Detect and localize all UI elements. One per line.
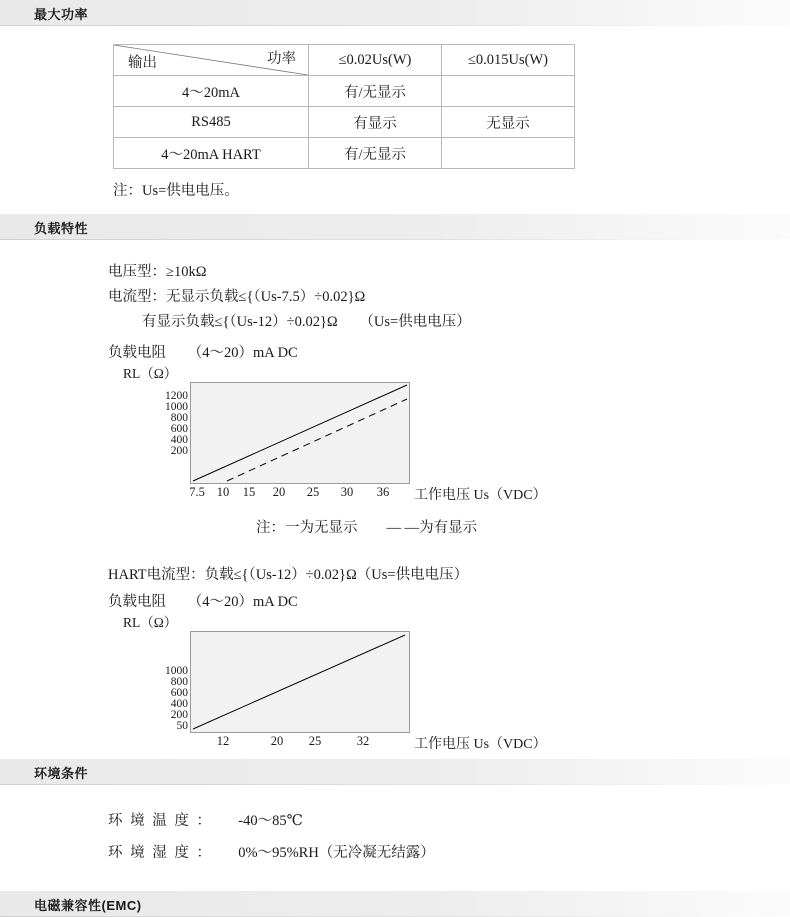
xtick: 36 [376, 485, 390, 499]
environment-block [0, 785, 790, 869]
ytick: 800 [170, 412, 188, 424]
chart-1-title: 负载电阻 （4～20）mA DC [108, 345, 298, 361]
xtick: 30 [340, 485, 354, 499]
chart-1-xlabel: 工作电压 Us（VDC） [414, 488, 547, 503]
ytick: 1000 [165, 401, 188, 413]
chart-1-series [191, 383, 409, 483]
chart-2-plot-area [165, 631, 547, 752]
xtick: 15 [242, 485, 256, 499]
ytick: 800 [170, 676, 188, 688]
chart-2-block [0, 584, 790, 752]
row-c2-0 [442, 76, 575, 107]
load-voltage-type-line: 电压型：≥10kΩ [108, 264, 207, 280]
section-header-emc [0, 891, 790, 917]
chart-2-series [191, 632, 409, 732]
xtick: 20 [270, 734, 284, 748]
xtick: 12 [216, 734, 230, 748]
ytick: 200 [170, 709, 188, 721]
chart-1-ylabel: RL（Ω） [123, 366, 178, 381]
ytick: 400 [170, 434, 188, 446]
chart-1-yticks [165, 391, 191, 483]
section-title: 最大功率 [34, 6, 89, 22]
max-power-table-wrap [0, 26, 790, 169]
environment-humidity-row [108, 837, 790, 869]
xtick: 32 [356, 734, 370, 748]
row-output-2: 4～20mA HART [114, 138, 309, 169]
load-current-type-line: 电流型：无显示负载≤{（Us-7.5）÷0.02}Ω [108, 289, 366, 305]
chart-1-legend: 注：一为无显示 — —为有显示 [256, 520, 478, 536]
row-c1-0: 有/无显示 [309, 76, 442, 107]
section-header-load-characteristics [0, 214, 790, 240]
header-power-col-1: ≤0.02Us(W) [309, 45, 442, 76]
section-header-environment [0, 759, 790, 785]
hart-current-type-line: HART电流型：负载≤{（Us-12）÷0.02}Ω（Us=供电电压） [108, 567, 469, 583]
ytick: 600 [170, 687, 188, 699]
xtick: 10 [216, 485, 230, 499]
chart-2-ylabel: RL（Ω） [123, 615, 178, 630]
ytick: 1200 [165, 390, 188, 402]
ytick: 400 [170, 698, 188, 710]
section-title: 电磁兼容性(EMC) [34, 897, 142, 913]
ytick: 50 [176, 720, 188, 732]
header-power-col-2: ≤0.015Us(W) [442, 45, 575, 76]
max-power-table [113, 44, 575, 169]
ytick: 1000 [165, 665, 188, 677]
load-current-display-line: 有显示负载≤{（Us-12）÷0.02}Ω （Us=供电电压） [142, 314, 471, 330]
xtick: 7.5 [189, 485, 205, 499]
chart-1-xticks [191, 483, 409, 501]
max-power-block [0, 26, 790, 200]
table-header-row [114, 45, 575, 76]
environment-temperature-value: -40～85℃ [238, 813, 303, 829]
row-c1-1: 有显示 [309, 107, 442, 138]
chart-1-plot-area [165, 382, 547, 503]
chart-2-xticks [191, 732, 409, 750]
chart-2-title: 负载电阻 （4～20）mA DC [108, 594, 298, 610]
row-c2-2 [442, 138, 575, 169]
load-text-lines [0, 240, 790, 335]
xtick: 25 [306, 485, 320, 499]
chart-1-block [0, 335, 790, 537]
chart-2-xlabel: 工作电压 Us（VDC） [414, 737, 547, 752]
xtick: 25 [308, 734, 322, 748]
row-output-0: 4～20mA [114, 76, 309, 107]
environment-humidity-label: 环 境 湿 度 ： [108, 845, 213, 861]
max-power-note: 注：Us=供电电压。 [113, 183, 239, 199]
environment-humidity-value: 0%～95%RH（无冷凝无结露） [238, 845, 435, 861]
chart-2-yticks [165, 644, 191, 732]
table-row [114, 107, 575, 138]
section-header-max-power [0, 0, 790, 26]
table-row [114, 76, 575, 107]
section-title: 负载特性 [34, 220, 89, 236]
environment-temperature-label: 环 境 温 度 ： [108, 813, 213, 829]
environment-temperature-row [108, 805, 790, 837]
xtick: 20 [272, 485, 286, 499]
diagonal-header-cell [114, 45, 309, 76]
section-title: 环境条件 [34, 765, 89, 781]
row-c2-1: 无显示 [442, 107, 575, 138]
ytick: 600 [170, 423, 188, 435]
table-row [114, 138, 575, 169]
header-output-label: 输出 [128, 55, 157, 71]
row-c1-2: 有/无显示 [309, 138, 442, 169]
row-output-1: RS485 [114, 107, 309, 138]
load-characteristics-block [0, 240, 790, 752]
ytick: 200 [170, 445, 188, 457]
header-power-label: 功率 [267, 51, 296, 67]
